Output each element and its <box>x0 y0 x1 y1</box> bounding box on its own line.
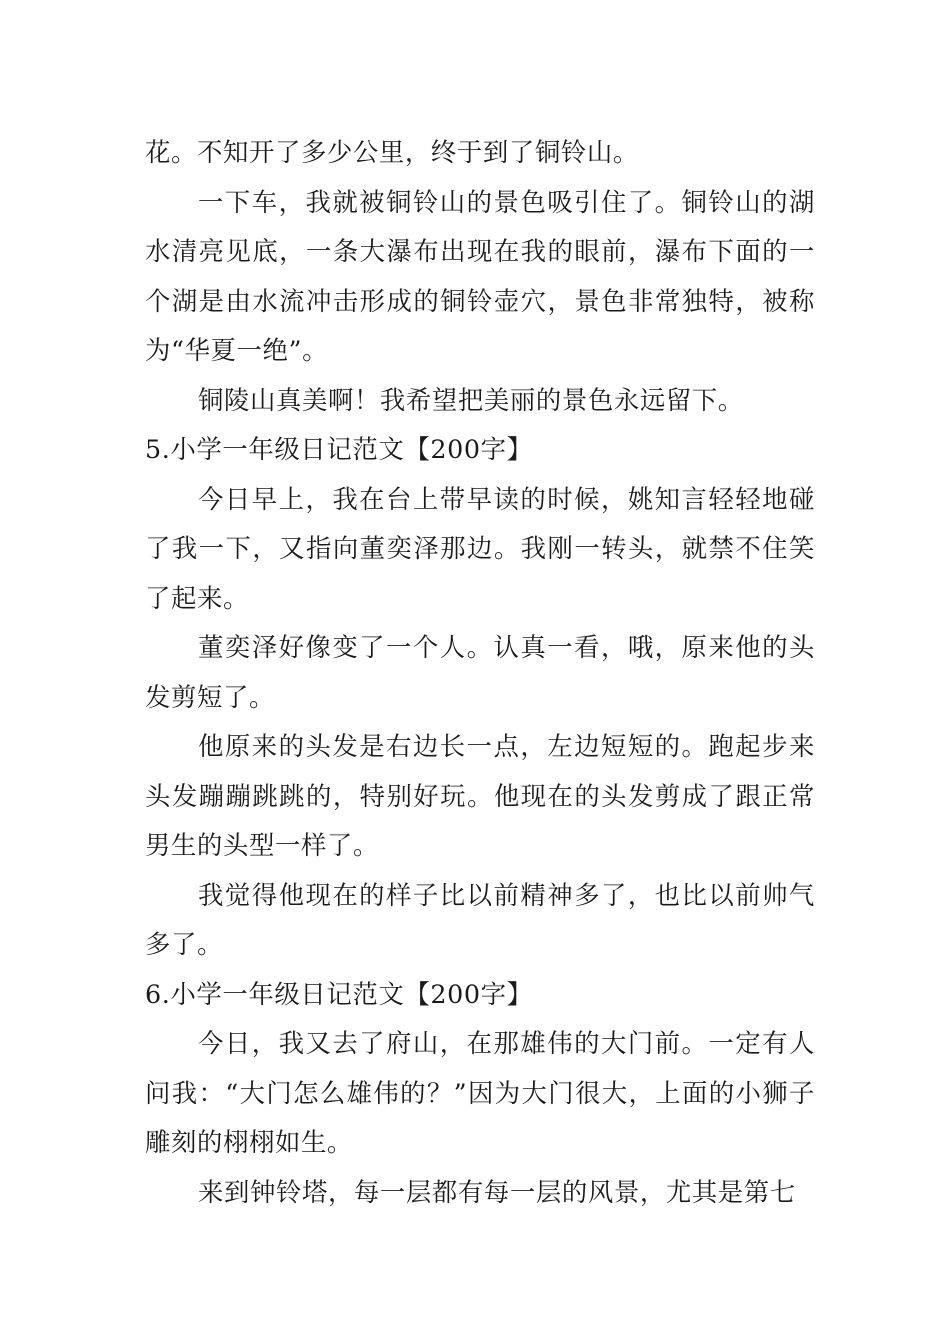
paragraph: 今日，我又去了府山，在那雄伟的大门前。一定有人问我：“大门怎么雄伟的？”因为大门很大，上面的小狮子雕刻的栩栩如生。 <box>145 1028 815 1157</box>
paragraph: 我觉得他现在的样子比以前精神多了，也比以前帅气多了。 <box>145 879 815 959</box>
paragraph: 来到钟铃塔，每一层都有每一层的风景，尤其是第七 <box>198 1176 796 1207</box>
document-body <box>145 128 815 1217</box>
section-heading: 6.小学一年级日记范文【200字】 <box>145 978 533 1009</box>
paragraph: 一下车，我就被铜铃山的景色吸引住了。铜铃山的湖水清亮见底，一条大瀑布出现在我的眼前，瀑布下面的一个湖是由水流冲击形成的铜铃壶穴，景色非常独特，被称为“华夏一绝”。 <box>145 186 815 365</box>
paragraph: 花。不知开了多少公里，终于到了铜铃山。 <box>145 137 639 167</box>
section-heading: 5.小学一年级日记范文【200字】 <box>145 434 533 464</box>
paragraph: 今日早上，我在台上带早读的时候，姚知言轻轻地碰了我一下，又指向董奕泽那边。我刚一转头，就禁不住笑了起来。 <box>145 483 815 613</box>
paragraph: 董奕泽好像变了一个人。认真一看，哦，原来他的头发剪短了。 <box>145 632 815 712</box>
paragraph: 铜陵山真美啊！我希望把美丽的景色永远留下。 <box>198 384 744 415</box>
paragraph: 他原来的头发是右边长一点，左边短短的。跑起步来头发蹦蹦跳跳的，特别好玩。他现在的头发剪成了跟正常男生的头型一样了。 <box>145 731 815 860</box>
